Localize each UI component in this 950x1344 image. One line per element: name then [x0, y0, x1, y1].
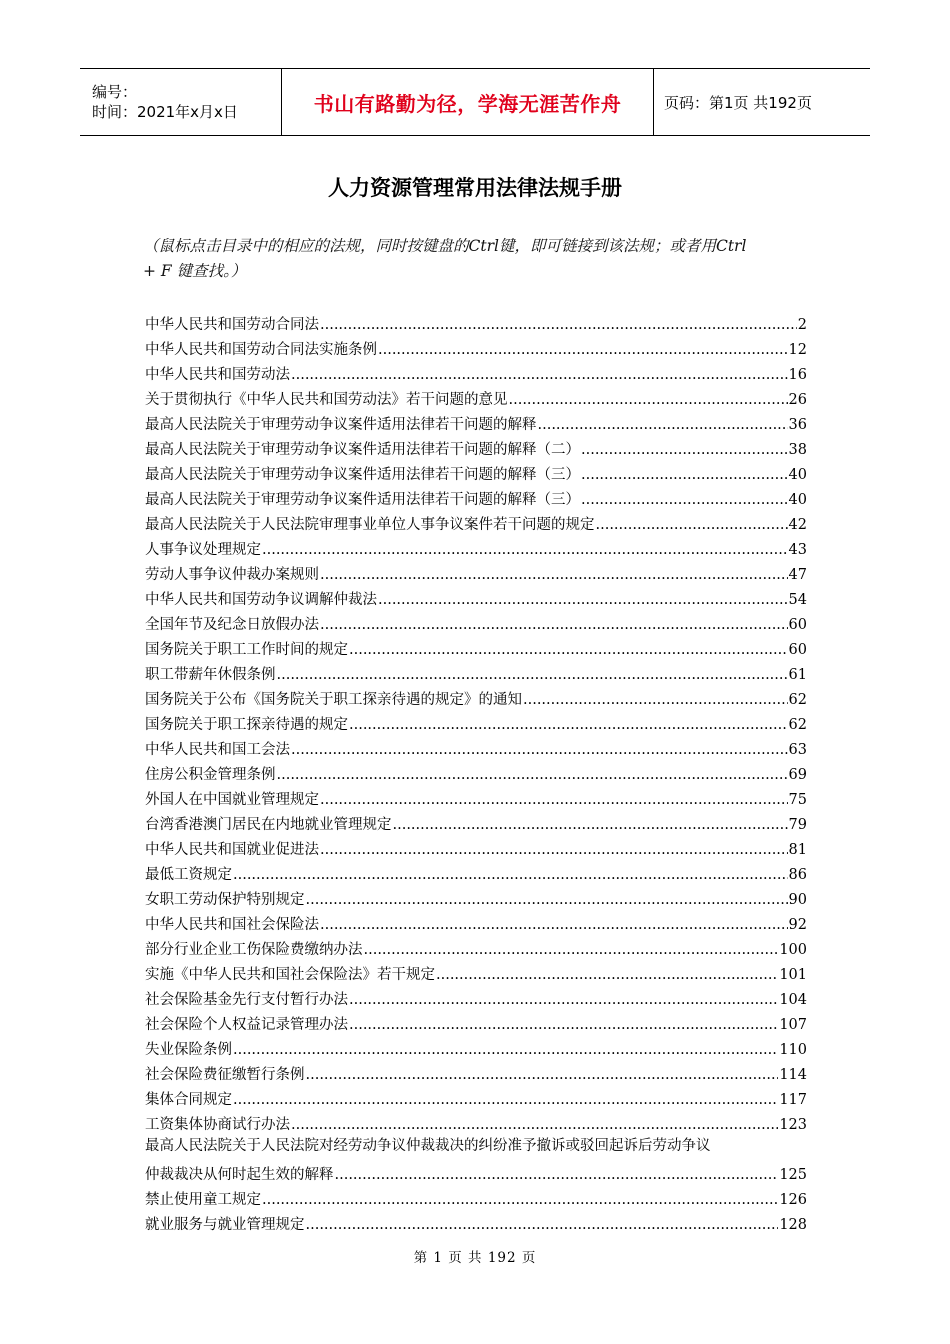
toc-leader-dots — [262, 1191, 778, 1209]
toc-entry-page: 40 — [788, 467, 807, 483]
toc-entry-page: 90 — [788, 892, 807, 908]
toc-entry-page: 38 — [788, 442, 807, 458]
toc-leader-dots — [335, 1166, 779, 1184]
toc-entry[interactable] — [145, 784, 807, 809]
toc-entry-title: 国务院关于职工工作时间的规定 — [145, 642, 348, 658]
toc-entry-title: 集体合同规定 — [145, 1092, 232, 1108]
toc-leader-dots — [233, 1091, 778, 1109]
toc-entry-title: 工资集体协商试行办法 — [145, 1117, 290, 1133]
toc-leader-dots — [378, 341, 788, 359]
toc-entry[interactable] — [145, 1209, 807, 1234]
toc-leader-dots — [306, 1216, 779, 1234]
code-label: 编号： — [92, 83, 138, 101]
toc-entry-page: 123 — [779, 1117, 807, 1133]
toc-entry[interactable] — [145, 559, 807, 584]
toc-entry-title: 国务院关于公布《国务院关于职工探亲待遇的规定》的通知 — [145, 692, 522, 708]
toc-entry-page: 16 — [788, 367, 807, 383]
toc-entry[interactable] — [145, 809, 807, 834]
page-header — [80, 68, 870, 136]
toc-leader-dots — [320, 566, 788, 584]
toc-entry[interactable] — [145, 409, 807, 434]
toc-entry[interactable] — [145, 509, 807, 534]
toc-leader-dots — [233, 866, 788, 884]
toc-leader-dots — [378, 591, 788, 609]
toc-entry-page: 61 — [788, 667, 807, 683]
toc-entry-title: 中华人民共和国工会法 — [145, 742, 290, 758]
page-footer: 第 1 页 共 192 页 — [413, 1250, 537, 1266]
toc-entry-page: 86 — [788, 867, 807, 883]
toc-entry-title: 人事争议处理规定 — [145, 542, 261, 558]
toc-entry[interactable] — [145, 1184, 807, 1209]
document-title: 人力资源管理常用法律法规手册 — [328, 176, 622, 200]
toc-entry-title: 最高人民法院关于审理劳动争议案件适用法律若干问题的解释（三） — [145, 467, 580, 483]
toc-entry-page: 54 — [788, 592, 807, 608]
toc-leader-dots — [581, 491, 788, 509]
toc-leader-dots — [306, 1066, 779, 1084]
toc-entry-page: 62 — [788, 692, 807, 708]
usage-hint — [143, 234, 811, 284]
hint-line-2: + F 键查找。） — [143, 262, 247, 280]
toc-entry[interactable] — [145, 434, 807, 459]
toc-entry[interactable] — [145, 659, 807, 684]
toc-entry-page: 117 — [779, 1092, 807, 1108]
toc-leader-dots — [291, 366, 788, 384]
toc-leader-dots — [349, 1016, 778, 1034]
toc-entry-title: 住房公积金管理条例 — [145, 767, 276, 783]
toc-entry-page: 104 — [779, 992, 807, 1008]
toc-entry-page: 60 — [788, 617, 807, 633]
toc-entry-title: 女职工劳动保护特别规定 — [145, 892, 305, 908]
toc-entry-page: 128 — [779, 1217, 807, 1233]
toc-entry-title: 禁止使用童工规定 — [145, 1192, 261, 1208]
toc-entry[interactable] — [145, 384, 807, 409]
toc-entry[interactable] — [145, 634, 807, 659]
toc-leader-dots — [291, 741, 788, 759]
toc-entry-title: 中华人民共和国就业促进法 — [145, 842, 319, 858]
toc-entry-title: 最高人民法院关于审理劳动争议案件适用法律若干问题的解释（三） — [145, 492, 580, 508]
toc-entry[interactable] — [145, 1034, 807, 1059]
toc-leader-dots — [320, 916, 788, 934]
toc-leader-dots — [262, 541, 788, 559]
toc-leader-dots — [291, 1116, 778, 1134]
toc-leader-dots — [320, 791, 788, 809]
toc-entry-title: 社会保险个人权益记录管理办法 — [145, 1017, 348, 1033]
toc-entry[interactable] — [145, 909, 807, 934]
toc-entry[interactable] — [145, 609, 807, 634]
toc-entry-title: 外国人在中国就业管理规定 — [145, 792, 319, 808]
toc-entry-page: 79 — [788, 817, 807, 833]
toc-leader-dots — [320, 316, 797, 334]
toc-entry[interactable] — [145, 959, 807, 984]
date-label: 时间：2021年x月x日 — [92, 103, 238, 121]
toc-entry-page: 75 — [788, 792, 807, 808]
toc-leader-dots — [436, 966, 778, 984]
toc-leader-dots — [349, 641, 788, 659]
header-meta — [80, 69, 282, 135]
toc-leader-dots — [277, 666, 788, 684]
toc-entry[interactable] — [145, 309, 807, 334]
toc-entry-page: 40 — [788, 492, 807, 508]
toc-entry[interactable] — [145, 459, 807, 484]
toc-entry-page: 43 — [788, 542, 807, 558]
toc-entry[interactable] — [145, 834, 807, 859]
toc-entry[interactable] — [145, 984, 807, 1009]
toc-entry-page: 125 — [779, 1167, 807, 1183]
toc-entry-page: 62 — [788, 717, 807, 733]
toc-entry-page: 26 — [788, 392, 807, 408]
toc-entry-title: 关于贯彻执行《中华人民共和国劳动法》若干问题的意见 — [145, 392, 508, 408]
toc-entry-title: 最低工资规定 — [145, 867, 232, 883]
toc-entry-page: 92 — [788, 917, 807, 933]
toc-entry-page: 81 — [788, 842, 807, 858]
toc-leader-dots — [523, 691, 788, 709]
toc-entry[interactable] — [145, 334, 807, 359]
toc-entry[interactable] — [145, 534, 807, 559]
toc-entry-page: 101 — [779, 967, 807, 983]
hint-line-1: （鼠标点击目录中的相应的法规，同时按键盘的Ctrl键，即可链接到该法规；或者用Ctrl — [143, 237, 747, 255]
table-of-contents — [145, 309, 807, 1234]
toc-entry[interactable] — [145, 759, 807, 784]
toc-entry-title: 职工带薪年休假条例 — [145, 667, 276, 683]
toc-entry-title: 中华人民共和国劳动争议调解仲裁法 — [145, 592, 377, 608]
toc-entry-title: 中华人民共和国劳动法 — [145, 367, 290, 383]
toc-entry-page: 110 — [779, 1042, 807, 1058]
toc-entry-page: 60 — [788, 642, 807, 658]
toc-entry-page: 12 — [788, 342, 807, 358]
toc-leader-dots — [349, 991, 778, 1009]
toc-entry-title: 最高人民法院关于审理劳动争议案件适用法律若干问题的解释（二） — [145, 442, 580, 458]
toc-entry-page: 107 — [779, 1017, 807, 1033]
toc-leader-dots — [596, 516, 788, 534]
toc-entry[interactable] — [145, 1134, 807, 1184]
toc-entry-page: 126 — [779, 1192, 807, 1208]
toc-entry[interactable] — [145, 1109, 807, 1134]
toc-entry[interactable] — [145, 859, 807, 884]
toc-entry-title: 社会保险费征缴暂行条例 — [145, 1067, 305, 1083]
toc-leader-dots — [538, 416, 788, 434]
toc-entry-page: 36 — [788, 417, 807, 433]
toc-leader-dots — [364, 941, 779, 959]
toc-entry-page: 100 — [779, 942, 807, 958]
toc-entry-title: 部分行业企业工伤保险费缴纳办法 — [145, 942, 363, 958]
toc-entry-title: 实施《中华人民共和国社会保险法》若干规定 — [145, 967, 435, 983]
toc-entry-page: 69 — [788, 767, 807, 783]
toc-entry-page: 2 — [797, 317, 807, 333]
toc-leader-dots — [581, 441, 788, 459]
toc-leader-dots — [581, 466, 788, 484]
motto: 书山有路勤为径，学海无涯苦作舟 — [313, 91, 622, 116]
toc-entry-title: 国务院关于职工探亲待遇的规定 — [145, 717, 348, 733]
header-page-info-cell — [654, 69, 870, 135]
toc-entry[interactable] — [145, 484, 807, 509]
toc-leader-dots — [306, 891, 788, 909]
toc-entry-page: 63 — [788, 742, 807, 758]
toc-entry-title: 中华人民共和国劳动合同法实施条例 — [145, 342, 377, 358]
toc-entry-title: 就业服务与就业管理规定 — [145, 1217, 305, 1233]
toc-entry-second-line — [145, 1159, 807, 1184]
toc-entry-title: 全国年节及纪念日放假办法 — [145, 617, 319, 633]
header-motto-cell — [282, 69, 654, 135]
toc-entry[interactable] — [145, 584, 807, 609]
toc-entry-title-line-1: 最高人民法院关于人民法院对经劳动争议仲裁裁决的纠纷准予撤诉或驳回起诉后劳动争议 — [145, 1138, 711, 1154]
toc-entry[interactable] — [145, 709, 807, 734]
toc-entry[interactable] — [145, 359, 807, 384]
toc-leader-dots — [509, 391, 788, 409]
toc-entry[interactable] — [145, 1059, 807, 1084]
toc-entry-title: 台湾香港澳门居民在内地就业管理规定 — [145, 817, 392, 833]
toc-entry-page: 114 — [779, 1067, 807, 1083]
toc-entry[interactable] — [145, 1009, 807, 1034]
toc-leader-dots — [320, 841, 788, 859]
toc-entry[interactable] — [145, 884, 807, 909]
toc-entry[interactable] — [145, 1084, 807, 1109]
toc-leader-dots — [233, 1041, 778, 1059]
toc-leader-dots — [277, 766, 788, 784]
toc-entry-page: 47 — [788, 567, 807, 583]
toc-entry[interactable] — [145, 934, 807, 959]
toc-entry-title: 中华人民共和国社会保险法 — [145, 917, 319, 933]
toc-entry-page: 42 — [788, 517, 807, 533]
toc-entry-title: 劳动人事争议仲裁办案规则 — [145, 567, 319, 583]
toc-leader-dots — [393, 816, 788, 834]
toc-entry[interactable] — [145, 734, 807, 759]
toc-leader-dots — [349, 716, 788, 734]
toc-entry-title-line-2: 仲裁裁决从何时起生效的解释 — [145, 1167, 334, 1183]
toc-leader-dots — [320, 616, 788, 634]
toc-entry-title: 失业保险条例 — [145, 1042, 232, 1058]
toc-entry-title: 最高人民法院关于审理劳动争议案件适用法律若干问题的解释 — [145, 417, 537, 433]
page-info: 页码：第1页 共192页 — [664, 93, 812, 112]
toc-entry-title: 中华人民共和国劳动合同法 — [145, 317, 319, 333]
toc-entry[interactable] — [145, 684, 807, 709]
toc-entry-title: 社会保险基金先行支付暂行办法 — [145, 992, 348, 1008]
toc-entry-title: 最高人民法院关于人民法院审理事业单位人事争议案件若干问题的规定 — [145, 517, 595, 533]
